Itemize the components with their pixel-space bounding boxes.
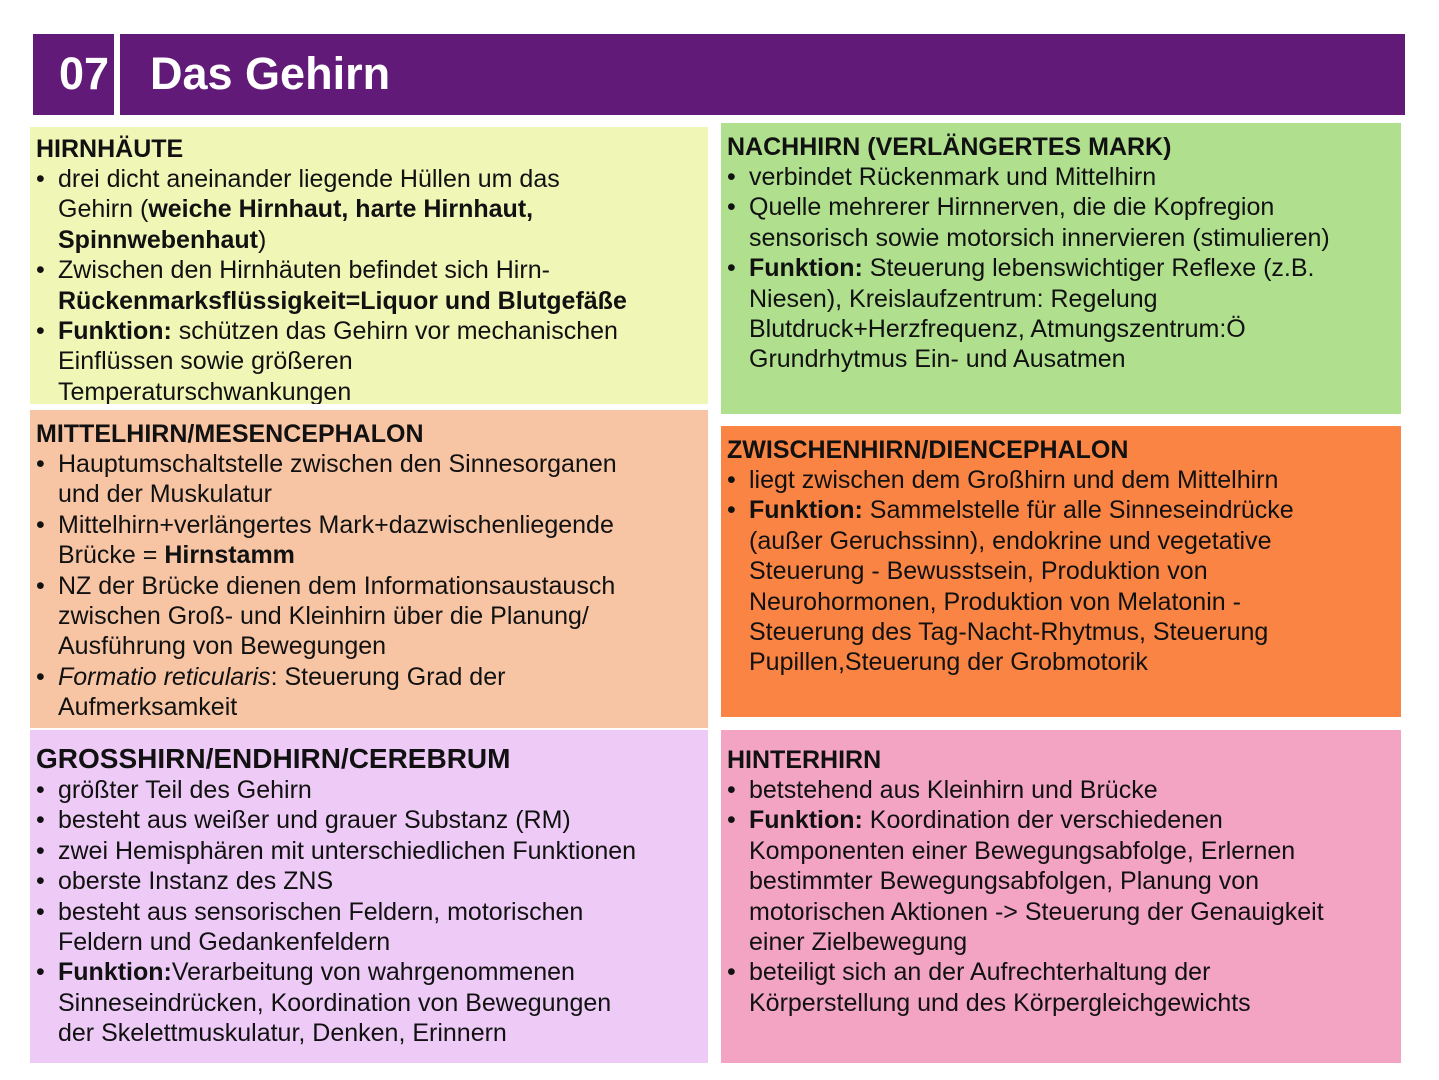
list-item: • betstehend aus Kleinhirn und Brücke [727,775,1395,805]
section-title: HINTERHIRN [727,746,882,774]
list-item: • verbindet Rückenmark und Mittelhirn [727,162,1395,192]
list-item: • Mittelhirn+verlängertes Mark+dazwischenliegende Brücke = Hirnstamm [36,510,702,571]
list-item: • Quelle mehrerer Hirnnerven, die die Kopfregion sensorisch sowie motorsich innervieren (stimulieren) [727,192,1395,253]
list-item: • Funktion: Sammelstelle für alle Sinneseindrücke (außer Geruchssinn), endokrine und vegetative Steuerung - Bewusstsein, Produktion von Neurohormonen, Produktion von Melatonin - Steuerung des Tag-Nacht-Rhytmus, Steuerung Pupillen,Steuerung der Grobmotorik [727,495,1395,677]
section-mittelhirn [30,410,708,728]
section-grosshirn [30,730,708,1063]
list-item: • Funktion: Koordination der verschiedenen Komponenten einer Bewegungsabfolge, Erlernen bestimmter Bewegungsabfolgen, Planung von motorischen Aktionen -> Steuerung der Genauigkeit einer Zielbewegung [727,805,1395,957]
bullet-list [727,465,1395,678]
list-item: • Zwischen den Hirnhäuten befindet sich Hirn- Rückenmarksflüssigkeit=Liquor und Blutgefäße [36,255,702,316]
list-item: • Funktion: Steuerung lebenswichtiger Reflexe (z.B. Niesen), Kreislaufzentrum: Regelung Blutdruck+Herzfrequenz, Atmungszentrum:Ö Grundrhytmus Ein- und Ausatmen [727,253,1395,375]
list-item: • beteiligt sich an der Aufrechterhaltung der Körperstellung und des Körpergleichgewichts [727,957,1395,1018]
list-item: • besteht aus sensorischen Feldern, motorischen Feldern und Gedankenfeldern [36,897,702,958]
list-item: • besteht aus weißer und grauer Substanz (RM) [36,805,702,835]
page-title: Das Gehirn [150,48,391,99]
bullet-list [36,449,702,723]
section-hirnhaeute [30,127,708,404]
list-item: • liegt zwischen dem Großhirn und dem Mittelhirn [727,465,1395,495]
list-item: • drei dicht aneinander liegende Hüllen um das Gehirn (weiche Hirnhaut, harte Hirnhaut, Spinnwebenhaut) [36,164,702,255]
bullet-list [36,775,702,1049]
bullet-list [36,164,702,404]
list-item: • Funktion:Verarbeitung von wahrgenommenen Sinneseindrücken, Koordination von Bewegungen der Skelettmuskulatur, Denken, Erinnern [36,957,702,1048]
section-hinterhirn [721,730,1401,1063]
chapter-number: 07 [59,48,110,99]
list-item: • zwei Hemisphären mit unterschiedlichen Funktionen [36,836,702,866]
bullet-list [727,162,1395,375]
section-nachhirn [721,123,1401,414]
list-item: • Formatio reticularis: Steuerung Grad der Aufmerksamkeit [36,662,702,723]
section-title: GROSSHIRN/ENDHIRN/CEREBRUM [36,743,511,774]
section-title: NACHHIRN (VERLÄNGERTES MARK) [727,133,1172,161]
section-title: MITTELHIRN/MESENCEPHALON [36,420,424,448]
list-item: • NZ der Brücke dienen dem Informationsaustausch zwischen Groß- und Kleinhirn über die Planung/ Ausführung von Bewegungen [36,571,702,662]
list-item: • Funktion: schützen das Gehirn vor mechanischen Einflüssen sowie größeren Temperaturschwankungen [36,316,702,404]
chapter-number-block [33,34,114,115]
list-item: • Hauptumschaltstelle zwischen den Sinnesorganen und der Muskulatur [36,449,702,510]
section-title: HIRNHÄUTE [36,135,184,163]
list-item: • oberste Instanz des ZNS [36,866,702,896]
title-bar [120,34,1405,115]
section-zwischenhirn [721,426,1401,717]
list-item: • größter Teil des Gehirn [36,775,702,805]
section-title: ZWISCHENHIRN/DIENCEPHALON [727,436,1129,464]
bullet-list [727,775,1395,1018]
